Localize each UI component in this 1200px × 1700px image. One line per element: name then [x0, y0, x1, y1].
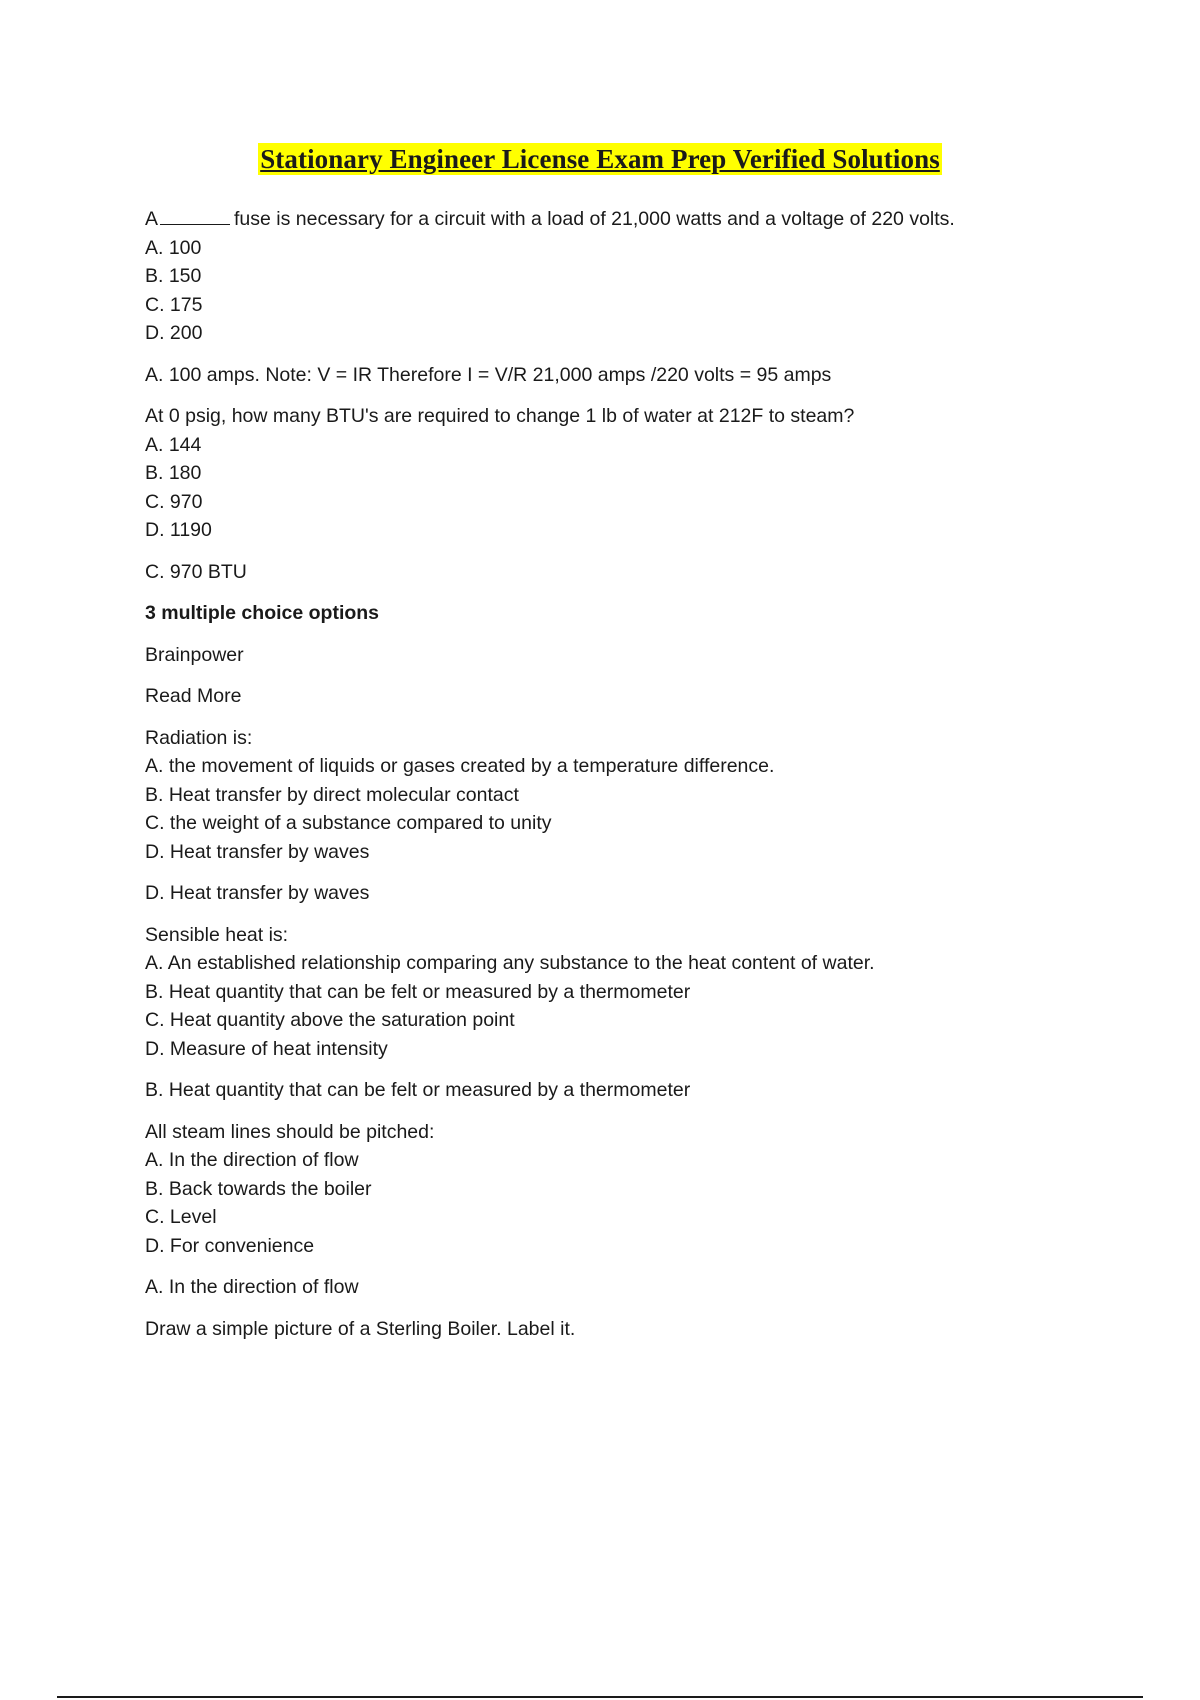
option: B. Heat transfer by direct molecular contact	[145, 783, 519, 806]
answer-blank	[160, 205, 230, 225]
question-block-1	[145, 205, 1045, 389]
promo-block	[145, 599, 1045, 711]
promo-heading: 3 multiple choice options	[145, 602, 380, 624]
footer-divider	[57, 1696, 1143, 1698]
document-body	[145, 205, 1045, 1343]
answer-text: B. Heat quantity that can be felt or measured by a thermometer	[145, 1079, 691, 1101]
question-text: Sensible heat is:	[145, 923, 289, 946]
option: A. In the direction of flow	[145, 1149, 359, 1171]
option: A. 100	[145, 236, 202, 259]
answer-text: A. In the direction of flow	[145, 1276, 359, 1298]
answer-text: C. 970 BTU	[145, 560, 247, 583]
option: C. 970	[145, 490, 203, 513]
question-block-4	[145, 921, 1045, 1105]
option: D. For convenience	[145, 1234, 315, 1257]
option: C. Level	[145, 1206, 217, 1228]
option: B. 150	[145, 265, 202, 287]
option: A. 144	[145, 433, 202, 456]
question-text	[145, 205, 1045, 234]
promo-brand: Brainpower	[145, 643, 244, 666]
answer-text: D. Heat transfer by waves	[145, 882, 370, 904]
read-more-link[interactable]: Read More	[145, 685, 242, 707]
option: B. Heat quantity that can be felt or measured by a thermometer	[145, 980, 691, 1003]
question-prefix: A	[145, 208, 159, 230]
option: A. An established relationship comparing any substance to the heat content of water.	[145, 952, 875, 974]
question-text: Radiation is:	[145, 726, 253, 749]
option: C. 175	[145, 293, 203, 316]
answer-text: A. 100 amps. Note: V = IR Therefore I = V/R 21,000 amps /220 volts = 95 amps	[145, 363, 832, 386]
option: C. the weight of a substance compared to unity	[145, 812, 552, 834]
question-block-3	[145, 724, 1045, 908]
option: A. the movement of liquids or gases created by a temperature difference.	[145, 755, 775, 777]
question-text: All steam lines should be pitched:	[145, 1120, 435, 1143]
page-title: Stationary Engineer License Exam Prep Verified Solutions	[260, 144, 940, 174]
option: B. Back towards the boiler	[145, 1177, 372, 1200]
question-suffix: fuse is necessary for a circuit with a load of 21,000 watts and a voltage of 220 volts.	[234, 208, 955, 230]
option: D. 1190	[145, 519, 212, 541]
question-block-6	[145, 1315, 1045, 1344]
option: B. 180	[145, 462, 202, 484]
question-text: Draw a simple picture of a Sterling Boiler. Label it.	[145, 1317, 576, 1340]
option: C. Heat quantity above the saturation point	[145, 1009, 515, 1031]
option: D. Heat transfer by waves	[145, 840, 370, 863]
question-block-2	[145, 402, 1045, 586]
title-container	[0, 143, 1200, 175]
question-text: At 0 psig, how many BTU's are required to change 1 lb of water at 212F to steam?	[145, 405, 855, 427]
question-block-5	[145, 1118, 1045, 1302]
option: D. Measure of heat intensity	[145, 1037, 388, 1060]
option: D. 200	[145, 322, 203, 344]
